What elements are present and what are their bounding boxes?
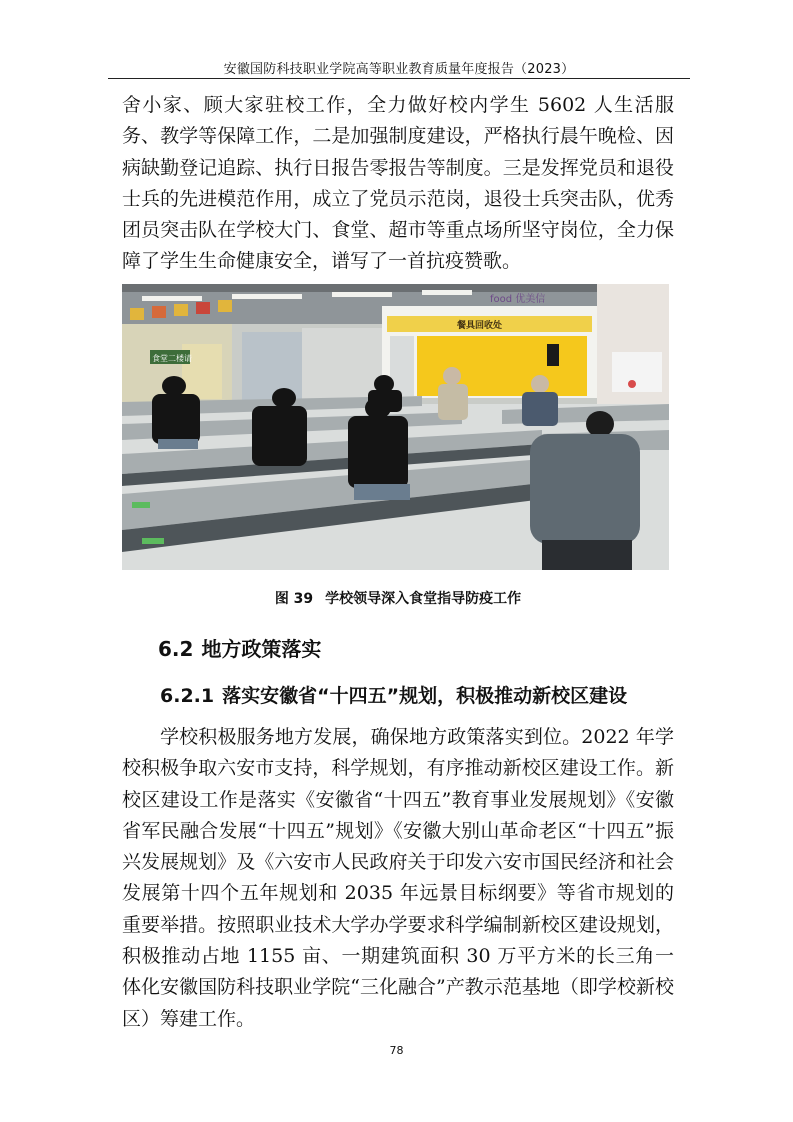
canteen-photo-image bbox=[122, 284, 669, 570]
section-number: 6.2 bbox=[158, 637, 194, 661]
figure-caption-number: 图 39 bbox=[274, 591, 314, 607]
section-heading bbox=[158, 633, 321, 662]
counter-sign-text: 餐具回收处 bbox=[457, 321, 503, 331]
subsection-heading bbox=[160, 681, 627, 708]
subsection-title: 落实安徽省“十四五”规划，积极推动新校区建设 bbox=[222, 685, 628, 707]
figure-caption bbox=[122, 588, 674, 608]
canteen-photo bbox=[122, 284, 669, 570]
sign-left-text: 食堂二楼请 bbox=[152, 354, 192, 363]
subsection-number: 6.2.1 bbox=[160, 685, 215, 707]
brand-sign-text: food 优美信 bbox=[490, 294, 546, 305]
section-title: 地方政策落实 bbox=[201, 637, 322, 661]
body-paragraph-2: 学校积极服务地方发展，确保地方政策落实到位。2022 年学校积极争取六安市支持，科学规划，有序推动新校区建设工作。新校区建设工作是落实《安徽省“十四五”教育事业发展规划》《安徽省军民融合发展“十四五”规划》《安徽大别山革命老区“十四五”振兴发展规划》及《六安市人民政府关于印发六安市国民经济和社会发展第十四个五年规划和 2035 年远景目标纲要》等省市规划的重要举措。按照职业技术大学办学要求科学编制新校区建设规划，积极推动占地 1155 亩、一期建筑面积 30 万平方米的长三角一体化安徽国防科技职业学院“三化融合”产教示范基地（即学校新校区）筹建工作。 bbox=[122, 726, 674, 1030]
body-paragraph-1: 舍小家、顾大家驻校工作，全力做好校内学生 5602 人生活服务、教学等保障工作，二是加强制度建设，严格执行晨午晚检、因病缺勤登记追踪、执行日报告零报告等制度。三是发挥党员和退役士兵的先进模范作用，成立了党员示范岗，退役士兵突击队，优秀团员突击队在学校大门、食堂、超市等重点场所坚守岗位，全力保障了学生生命健康安全，谱写了一首抗疫赞歌。 bbox=[122, 94, 674, 273]
page-number: 78 bbox=[389, 1044, 404, 1057]
running-header: 安徽国防科技职业学院高等职业教育质量年度报告（2023） bbox=[223, 62, 575, 77]
figure-caption-text: 学校领导深入食堂指导防疫工作 bbox=[325, 591, 522, 607]
header-divider bbox=[108, 78, 690, 79]
